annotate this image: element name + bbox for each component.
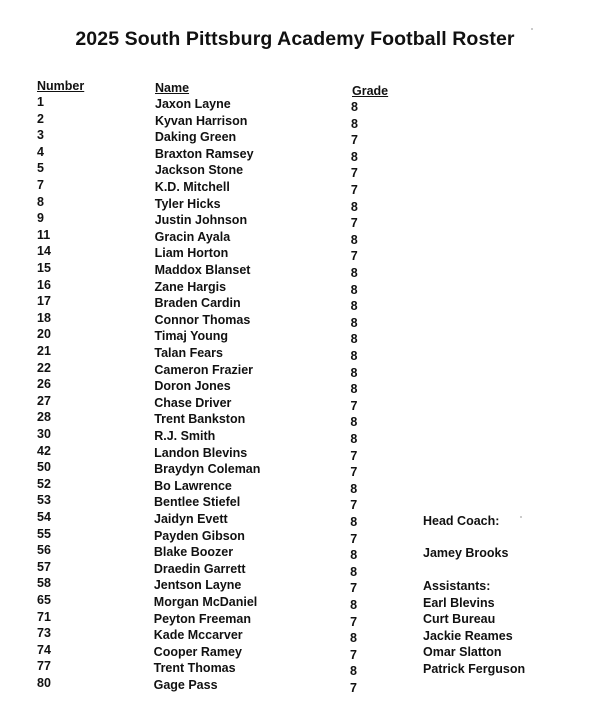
- player-grade: 7: [350, 531, 358, 546]
- player-number: 7: [37, 178, 44, 192]
- player-grade: 8: [349, 664, 357, 679]
- player-grade: 8: [350, 432, 358, 446]
- head-coach-label: Head Coach:: [423, 514, 500, 528]
- player-grade: 8: [351, 100, 358, 114]
- player-grade: 7: [350, 614, 358, 629]
- player-grade: 7: [350, 498, 358, 513]
- assistants-label: Assistants:: [423, 579, 491, 593]
- player-name: Braden Cardin: [154, 296, 241, 311]
- player-number: 80: [37, 676, 51, 690]
- player-number: 15: [37, 261, 51, 275]
- player-grade: 8: [350, 564, 358, 579]
- player-name: Doron Jones: [154, 379, 231, 394]
- player-name: K.D. Mitchell: [154, 180, 230, 194]
- player-name: Blake Boozer: [153, 545, 234, 560]
- player-name: Braydyn Coleman: [154, 462, 261, 477]
- player-grade: 7: [350, 647, 357, 662]
- player-name: Timaj Young: [154, 329, 229, 344]
- player-name: Morgan McDaniel: [153, 595, 258, 609]
- player-name: Chase Driver: [154, 395, 232, 410]
- player-name: Bentlee Stiefel: [154, 495, 241, 510]
- player-grade: 8: [350, 415, 358, 430]
- player-name: Justin Johnson: [154, 213, 248, 228]
- player-name: Maddox Blanset: [154, 263, 251, 277]
- player-number: 22: [37, 360, 51, 375]
- player-number: 58: [37, 576, 51, 591]
- player-name: Jackson Stone: [154, 163, 244, 178]
- assistant-coach: Jackie Reames: [423, 629, 513, 643]
- player-number: 55: [37, 526, 51, 541]
- assistant-coach: Earl Blevins: [423, 596, 495, 610]
- player-grade: 8: [350, 332, 358, 347]
- player-grade: 8: [350, 548, 358, 563]
- player-grade: 8: [350, 481, 358, 496]
- player-number: 74: [37, 642, 51, 657]
- player-name: Jentson Layne: [153, 578, 242, 593]
- player-grade: 7: [349, 681, 357, 695]
- player-number: 71: [37, 609, 51, 624]
- player-name: Braxton Ramsey: [154, 146, 254, 161]
- player-name: Tyler Hicks: [154, 196, 221, 211]
- player-number: 5: [37, 161, 44, 176]
- player-grade: 7: [350, 581, 358, 596]
- player-name: Zane Hargis: [154, 279, 227, 294]
- player-name: Cooper Ramey: [153, 644, 242, 659]
- player-grade: 8: [350, 631, 357, 646]
- player-grade: 8: [350, 232, 358, 247]
- player-grade: 7: [350, 216, 358, 231]
- player-number: 30: [37, 427, 51, 441]
- scan-speck: [520, 516, 522, 518]
- header-name: Name: [155, 81, 190, 95]
- assistant-coach: Omar Slatton: [423, 645, 502, 659]
- player-number: 16: [37, 277, 51, 292]
- player-number: 2: [37, 111, 44, 126]
- player-name: Gracin Ayala: [154, 229, 231, 244]
- player-number: 50: [37, 460, 51, 475]
- player-number: 18: [37, 310, 51, 325]
- player-number: 54: [37, 510, 51, 524]
- player-name: R.J. Smith: [154, 429, 216, 443]
- player-grade: 7: [350, 133, 358, 148]
- header-number: Number: [37, 79, 85, 93]
- player-number: 73: [37, 626, 51, 641]
- header-grade: Grade: [352, 84, 389, 98]
- player-grade: 7: [350, 249, 358, 264]
- player-name: Landon Blevins: [154, 445, 248, 460]
- player-grade: 8: [350, 365, 358, 380]
- assistant-coach: Patrick Ferguson: [423, 662, 526, 676]
- player-number: 65: [37, 593, 51, 607]
- player-number: 14: [37, 244, 51, 259]
- player-number: 27: [37, 393, 51, 408]
- player-number: 21: [37, 344, 51, 358]
- player-name: Draedin Garrett: [153, 561, 246, 576]
- player-number: 56: [37, 543, 51, 558]
- player-grade: 7: [350, 448, 358, 463]
- player-number: 8: [37, 194, 44, 209]
- player-number: 20: [37, 327, 51, 342]
- player-grade: 7: [350, 166, 358, 181]
- player-name: Talan Fears: [154, 346, 223, 360]
- player-name: Liam Horton: [154, 246, 229, 261]
- player-grade: 8: [350, 282, 358, 297]
- player-number: 53: [37, 493, 51, 508]
- player-name: Trent Bankston: [154, 412, 246, 427]
- assistant-coach: Curt Bureau: [423, 612, 496, 626]
- player-name: Kade Mccarver: [153, 628, 243, 643]
- player-name: Jaidyn Evett: [154, 512, 228, 526]
- player-number: 3: [37, 128, 44, 143]
- player-number: 52: [37, 476, 51, 491]
- player-number: 11: [37, 227, 51, 242]
- player-number: 57: [37, 559, 51, 574]
- player-number: 4: [37, 144, 44, 159]
- player-number: 28: [37, 410, 51, 425]
- player-grade: 8: [350, 116, 358, 131]
- scan-speck: [531, 28, 533, 30]
- player-grade: 8: [350, 149, 358, 164]
- player-grade: 8: [350, 382, 358, 397]
- head-coach-name: Jamey Brooks: [423, 546, 509, 560]
- player-number: 26: [37, 377, 51, 392]
- player-name: Bo Lawrence: [154, 478, 232, 493]
- player-grade: 7: [350, 183, 358, 197]
- page-title: 2025 South Pittsburg Academy Football Roster: [75, 28, 515, 50]
- player-name: Daking Green: [154, 130, 237, 145]
- player-number: 77: [37, 659, 51, 674]
- player-name: Peyton Freeman: [153, 611, 252, 626]
- player-name: Cameron Frazier: [154, 362, 254, 377]
- player-grade: 8: [350, 515, 358, 529]
- player-grade: 8: [350, 315, 358, 330]
- player-grade: 8: [350, 199, 358, 214]
- player-name: Trent Thomas: [153, 661, 236, 676]
- player-number: 42: [37, 443, 51, 458]
- player-grade: 7: [350, 465, 358, 480]
- player-number: 9: [37, 211, 44, 226]
- player-name: Jaxon Layne: [155, 97, 231, 111]
- player-grade: 8: [350, 266, 358, 280]
- player-name: Payden Gibson: [153, 528, 245, 543]
- player-number: 1: [37, 95, 44, 109]
- player-grade: 8: [350, 299, 358, 314]
- player-number: 17: [37, 294, 51, 309]
- player-name: Connor Thomas: [154, 312, 251, 327]
- player-name: Kyvan Harrison: [154, 113, 248, 128]
- player-name: Gage Pass: [153, 678, 218, 692]
- player-grade: 8: [350, 349, 358, 363]
- player-grade: 7: [350, 398, 358, 413]
- player-grade: 8: [350, 598, 358, 612]
